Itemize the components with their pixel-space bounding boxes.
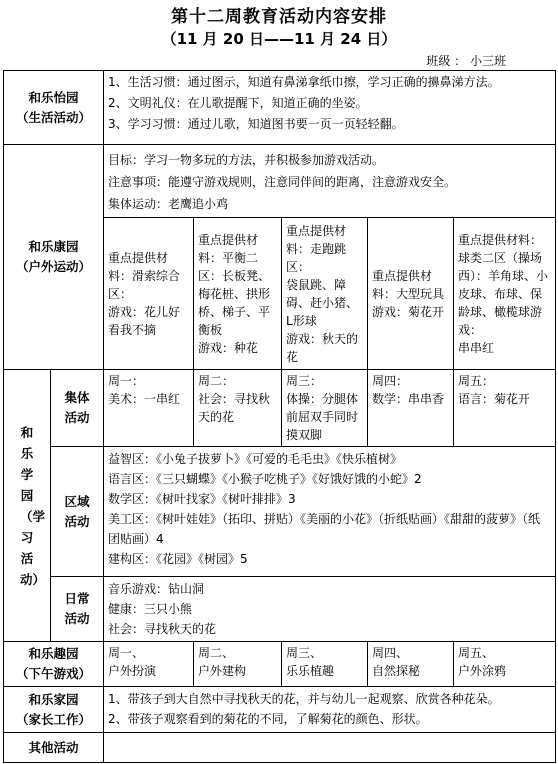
daily-activity-label: 日常 活动 (51, 577, 104, 642)
games-label: 和乐趣园 （下午游戏） (4, 642, 104, 687)
outdoor-notice: 注意事项：能遵守游戏规则，注意同伴间的距离，注意游戏安全。 (108, 175, 457, 189)
outdoor-area-1: 重点提供材料：滑索综合区： 游戏：花儿好看我不摘 (104, 218, 194, 370)
outdoor-area-2: 重点提供材料：平衡二区：长板凳、梅花桩、拱形桥、梯子、平衡板 游戏：种花 (194, 218, 282, 370)
life-line: 2、文明礼仪：在儿歌提醒下，知道正确的坐姿。 (108, 96, 368, 110)
learn-collective-row (4, 370, 556, 447)
life-line: 3、学习习惯：通过儿歌，知道图书要一页一页轻轻翻。 (108, 117, 404, 131)
collective-tue: 周二： 社会：寻找秋天的花 (194, 370, 282, 447)
life-line: 1、生活习惯：通过图示，知道有鼻涕拿纸巾擦，学习正确的擤鼻涕方法。 (108, 75, 500, 89)
daily-line: 社会：寻找秋天的花 (108, 622, 217, 636)
outdoor-area-4: 重点提供材料：大型玩具 游戏：菊花开 (368, 218, 454, 370)
outdoor-area-3: 重点提供材料：走跑跳区： 袋鼠跳、障碍、赶小猪、L形球 游戏：秋天的花 (282, 218, 368, 370)
outdoor-group-game: 集体运动：老鹰追小鸡 (108, 197, 229, 211)
life-row (4, 71, 556, 145)
home-content (104, 687, 556, 733)
collective-mon: 周一： 美术：一串红 (104, 370, 194, 447)
home-line: 2、带孩子观察看到的菊花的不同，了解菊花的颜色、形状。 (108, 712, 428, 726)
other-label: 其他活动 (4, 733, 104, 763)
area-line: 建构区：《花园》《树园》5 (108, 552, 248, 566)
daily-activity-content (104, 577, 556, 642)
collective-label: 集体 活动 (51, 370, 104, 447)
area-line: 美工区：《树叶娃娃》（拓印、拼贴）《美丽的小花》（折纸贴画）《甜甜的菠萝》（纸团贴画）4 (108, 512, 541, 546)
class-name: 小三班 (469, 54, 506, 68)
other-row (4, 733, 556, 763)
collective-thu: 周四： 数学：串串香 (368, 370, 454, 447)
outdoor-intro-row (4, 145, 556, 218)
games-mon: 周一、 户外扮演 (104, 642, 194, 687)
collective-wed: 周三： 体操：分腿体前屈双手同时摸双脚 (282, 370, 368, 447)
daily-line: 音乐游戏：钻山洞 (108, 582, 205, 596)
outdoor-area-5: 重点提供材料：球类二区（操场西）：羊角球、小皮球、布球、保龄球、橄榄球游戏： 串串红 (454, 218, 556, 370)
games-wed: 周三、 乐乐植趣 (282, 642, 368, 687)
outdoor-label: 和乐康园 （户外运动） (4, 145, 104, 370)
area-activity-label: 区域 活动 (51, 447, 104, 577)
daily-line: 健康：三只小熊 (108, 602, 193, 616)
page-title: 第十二周教育活动内容安排 (171, 7, 387, 27)
area-line: 语言区：《三只蝴蝶》《小猴子吃桃子》《好饿好饿的小蛇》2 (108, 472, 422, 486)
life-label: 和乐怡园 （生活活动） (4, 71, 104, 145)
collective-fri: 周五： 语言：菊花开 (454, 370, 556, 447)
other-content (104, 733, 556, 763)
learn-daily-row (4, 577, 556, 642)
class-info (426, 52, 506, 69)
home-label: 和乐家园 （家长工作） (4, 687, 104, 733)
area-line: 数学区：《树叶找家》《树叶排排》3 (108, 492, 296, 506)
games-fri: 周五、 户外涂鸦 (454, 642, 556, 687)
home-row (4, 687, 556, 733)
class-label: 班级 ： (426, 54, 467, 68)
schedule-table (3, 70, 556, 763)
games-tue: 周二、 户外建构 (194, 642, 282, 687)
games-thu: 周四、 自然探秘 (368, 642, 454, 687)
area-line: 益智区：《小兔子拔萝卜》《可爱的毛毛虫》《快乐植树》 (108, 452, 403, 466)
games-row (4, 642, 556, 687)
area-activity-content (104, 447, 556, 577)
home-line: 1、带孩子到大自然中寻找秋天的花，并与幼儿一起观察、欣赏各种花朵。 (108, 692, 500, 706)
outdoor-intro (104, 145, 556, 218)
learn-label: 和乐学园（学习活动） (4, 370, 51, 642)
date-range: （11 月 20 日——11 月 24 日） (161, 30, 397, 48)
learn-areas-row (4, 447, 556, 577)
life-content (104, 71, 556, 145)
outdoor-goal: 目标：学习一物多玩的方法，并积极参加游戏活动。 (108, 153, 385, 167)
